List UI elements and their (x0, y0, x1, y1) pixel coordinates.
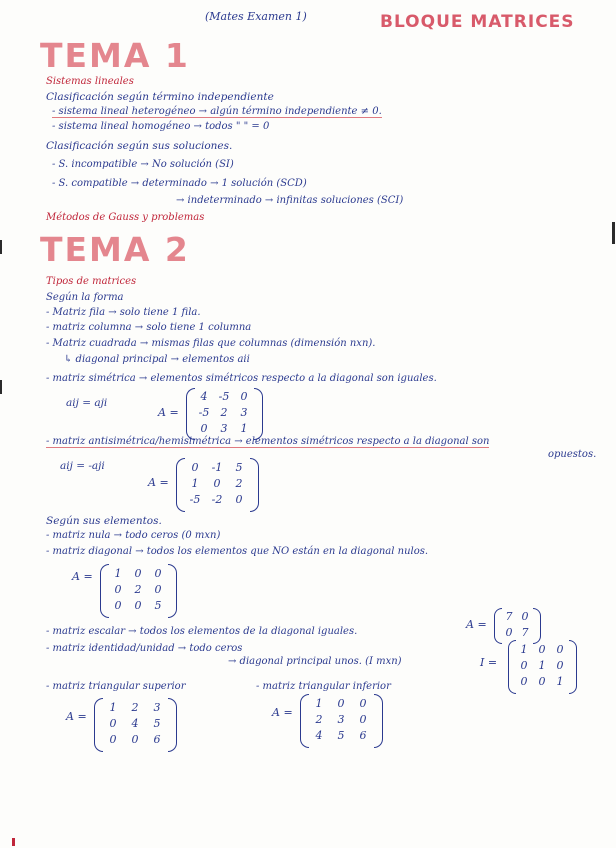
tema2-line-11: Según sus elementos. (46, 515, 162, 527)
matrix-values: 7 0 0 7 (505, 610, 529, 639)
tema1-line-3: - sistema lineal homogéneo → todos " " = 0 (52, 121, 270, 132)
scalar-matrix-label: A = (466, 618, 487, 631)
tema2-line-7: aij = aji (66, 397, 108, 409)
lower-matrix-label: A = (272, 706, 293, 719)
matrix-values: 1 0 0 0 1 0 0 0 1 (520, 643, 564, 688)
tema2-line-13: - matriz diagonal → todos los elementos que NO están en la diagonal nulos. (46, 546, 429, 557)
tema2-heading: TEMA 2 (40, 230, 190, 269)
diagonal-matrix (72, 564, 182, 620)
tema1-line-8: Métodos de Gauss y problemas (46, 212, 205, 223)
edge-mark (12, 838, 15, 846)
tema1-line-7: → indeterminado → infinitas soluciones (SCI) (176, 195, 404, 206)
identity-matrix-label: I = (480, 656, 498, 669)
symmetric-matrix (158, 388, 268, 440)
block-title: BLOQUE MATRICES (380, 12, 575, 32)
tema2-line-0: Tipos de matrices (46, 276, 137, 287)
exam-note: (Mates Examen 1) (205, 10, 307, 23)
symmetric-matrix-label: A = (158, 406, 179, 419)
right-bracket (168, 564, 177, 618)
tema2-line-9: opuestos. (548, 449, 597, 460)
edge-mark (612, 222, 615, 244)
tema1-line-6: - S. compatible → determinado → 1 solución (SCD) (52, 178, 307, 189)
tema2-line-8-text: - matriz antisimétrica/hemisimétrica → elementos simétricos respecto a la diagonal son (46, 436, 490, 447)
matrix-values: 1 0 0 2 3 0 4 5 6 (315, 697, 367, 742)
right-bracket (569, 640, 577, 694)
upper-triangular-matrix (66, 698, 182, 754)
lower-triangular-matrix (272, 694, 388, 750)
tema2-line-6: - matriz simétrica → elementos simétricos respecto a la diagonal son iguales. (46, 373, 437, 384)
matrix-values: 1 0 0 0 2 0 0 0 5 (114, 567, 162, 612)
antisymmetric-matrix (148, 458, 268, 514)
right-bracket (533, 608, 541, 644)
diagonal-matrix-label: A = (72, 570, 93, 583)
tema2-line-1: Según la forma (46, 292, 124, 303)
tema2-line-5: ↳ diagonal principal → elementos aii (64, 354, 250, 365)
tema1-heading: TEMA 1 (40, 36, 190, 75)
antisymmetric-matrix-label: A = (148, 476, 169, 489)
right-bracket (168, 698, 177, 752)
tema2-line-18: - matriz triangular inferior (256, 681, 391, 692)
tema1-line-1: Clasificación según término independiente (46, 91, 274, 103)
tema2-line-17: - matriz triangular superior (46, 681, 186, 692)
upper-matrix-label: A = (66, 710, 87, 723)
tema1-line-0: Sistemas lineales (46, 76, 134, 87)
tema2-line-15: - matriz identidad/unidad → todo ceros (46, 643, 243, 654)
matrix-values: 0 -1 5 1 0 2 -5 -2 0 (189, 461, 243, 506)
edge-mark (0, 240, 2, 254)
tema2-line-16: → diagonal principal unos. (I mxn) (228, 656, 402, 667)
edge-mark (0, 380, 2, 394)
scalar-matrix (466, 608, 546, 644)
right-bracket (374, 694, 383, 748)
tema1-line-2-text: - sistema lineal heterogéneo → algún término independiente ≠ 0. (52, 106, 382, 117)
identity-matrix (480, 640, 580, 696)
tema2-line-2: - Matriz fila → solo tiene 1 fila. (46, 307, 201, 318)
tema1-line-4: Clasificación según sus soluciones. (46, 140, 233, 152)
matrix-values: 1 2 3 0 4 5 0 0 6 (109, 701, 161, 746)
right-bracket (250, 458, 259, 512)
matrix-values: 4 -5 0 -5 2 3 0 3 1 (198, 390, 248, 435)
tema2-line-8 (46, 436, 489, 448)
tema2-line-14: - matriz escalar → todos los elementos de la diagonal iguales. (46, 626, 358, 637)
tema2-line-12: - matriz nula → todo ceros (0 mxn) (46, 530, 221, 541)
tema1-line-2 (52, 106, 382, 118)
tema1-line-5: - S. incompatible → No solución (SI) (52, 159, 234, 170)
tema2-line-10: aij = -aji (60, 460, 105, 472)
tema2-line-3: - matriz columna → solo tiene 1 columna (46, 322, 252, 333)
tema2-line-4: - Matriz cuadrada → mismas filas que columnas (dimensión nxn). (46, 338, 376, 349)
right-bracket (254, 388, 263, 440)
